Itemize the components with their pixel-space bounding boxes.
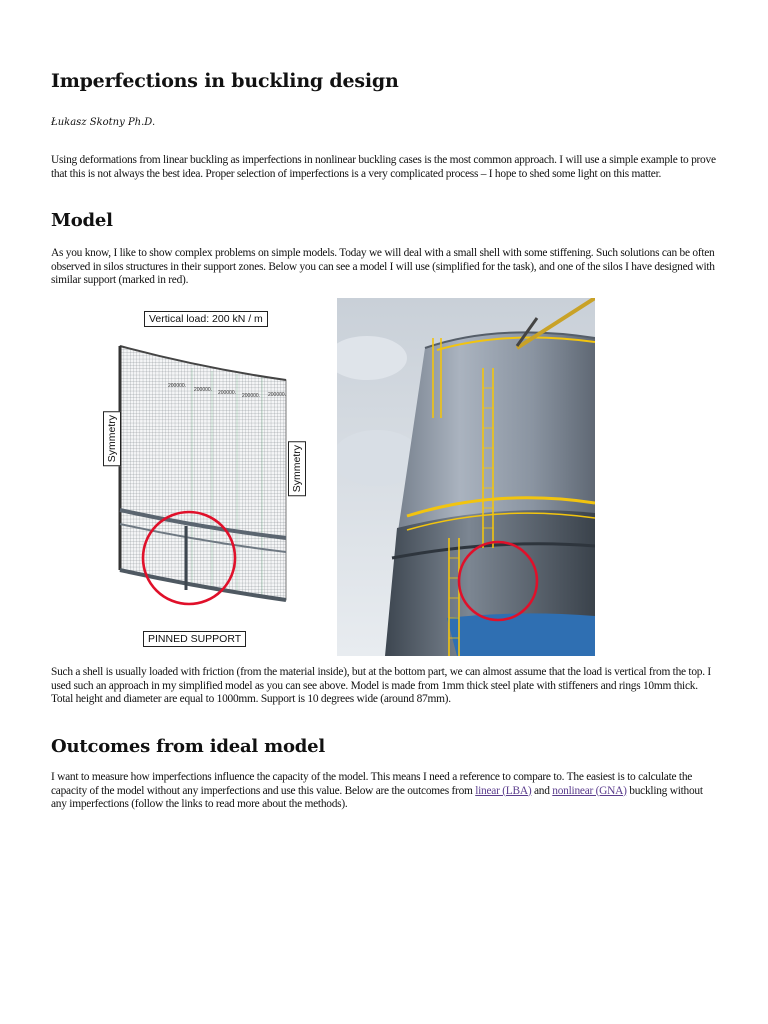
svg-text:200000.: 200000. [218,390,237,396]
author-byline: Łukasz Skotny Ph.D. [51,117,156,128]
outcomes-paragraph [51,771,717,812]
model-heading: Model [51,210,113,231]
svg-text:200000.: 200000. [168,383,187,389]
outcomes-text-and: and [531,784,553,797]
outcomes-text-end: buckling without any imperfections (follow the links to read more about the methods). [51,784,703,811]
symmetry-right-label: Symmetry [288,441,306,496]
symmetry-left-label: Symmetry [103,411,121,466]
intro-paragraph: Using deformations from linear buckling as imperfections in nonlinear buckling cases is the most common approach. I will use a simple example to prove that this is not always the best idea. Proper selection of imperfections is a very complicated process – I hope to shed some light on this matter. [51,154,716,180]
vertical-load-label: Vertical load: 200 kN / m [144,311,268,327]
article-title: Imperfections in buckling design [51,70,399,92]
silo-photo [337,298,595,656]
fem-model-image [82,298,334,656]
after-figure-paragraph: Such a shell is usually loaded with friction (from the material inside), but at the bottom part, we can almost assume that the load is vertical from the top. I used such an approach in my simplified model as you can see above. Model is made from 1mm thick steel plate with stiffeners and rings 10mm thick. Total height and diameter are equal to 1000mm. Support is 10 degrees wide (around 87mm). [51,666,711,706]
model-paragraph: As you know, I like to show complex problems on simple models. Today we will deal with a small shell with some stiffening. Such solutions can be often observed in silos structures in their support zones. Below you can see a model I will use (simplified for the task), and one of the silos I have designed with similar support (marked in red). [51,247,715,287]
model-figure [82,298,596,656]
outcomes-text-start: I want to measure how imperfections influence the capacity of the model. This means I need a reference to compare to. The easiest is to calculate the capacity of the model without any imperfections and use this value. Below are the outcomes from [51,771,693,797]
svg-text:200000.: 200000. [242,393,261,399]
svg-text:200000.: 200000. [268,392,287,398]
pinned-support-label: PINNED SUPPORT [143,631,246,647]
silo-photo-drawing [337,298,595,656]
link-nonlinear-gna[interactable]: nonlinear (GNA) [552,784,627,797]
outcomes-heading: Outcomes from ideal model [51,736,326,757]
svg-text:200000.: 200000. [194,387,213,393]
link-linear-lba[interactable]: linear (LBA) [475,784,532,797]
